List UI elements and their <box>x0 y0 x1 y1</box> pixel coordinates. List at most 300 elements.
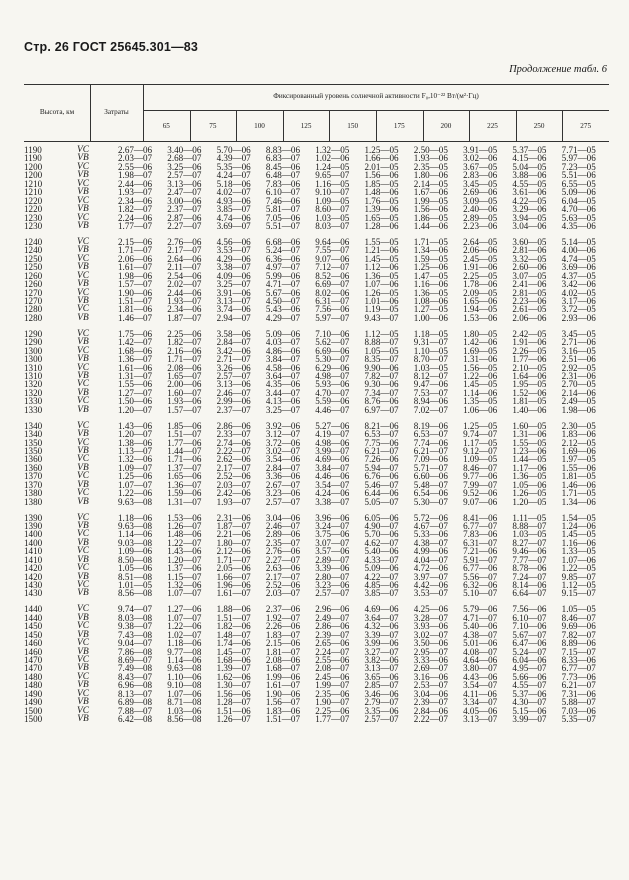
cell-value: 2.69—06 <box>463 187 498 198</box>
cell-value: 4.33—07 <box>364 554 399 565</box>
cell-value: 1.96—06 <box>216 580 251 590</box>
cell-value: 6.96—08 <box>118 680 153 691</box>
cell-value: 2.69—07 <box>413 663 448 674</box>
cell-value: 1.83—06 <box>561 429 596 440</box>
table-row <box>24 589 609 597</box>
cell-value: 1.12—06 <box>364 262 399 273</box>
cell-value: 1.44—06 <box>413 220 448 231</box>
cell-value: 2.81—05 <box>512 287 547 298</box>
cell-value: 1.03—05 <box>315 212 350 223</box>
cell-value: 1.21—06 <box>364 245 399 256</box>
cell-value: 5.09—06 <box>561 187 596 198</box>
cell-value: 1.31—07 <box>167 496 202 507</box>
cell-value: 9.10—08 <box>167 680 202 691</box>
cell-value: 5.09—06 <box>364 563 399 574</box>
cell-value: 3.61—06 <box>512 187 547 198</box>
cell-height: 1460 <box>24 646 43 657</box>
cell-value: 1.07—06 <box>167 688 202 699</box>
cell-value: 6.21—07 <box>561 680 596 691</box>
cell-value: 6.31—07 <box>315 295 350 306</box>
cell-value: 2.89—07 <box>315 554 350 565</box>
cell-value: 2.37—07 <box>167 204 202 215</box>
cell-value: 3.25—07 <box>265 404 300 415</box>
cell-value: 1.36—05 <box>413 287 448 298</box>
cell-value: 6.05—06 <box>364 512 399 523</box>
cell-value: 4.86—06 <box>265 345 300 356</box>
cell-height: 1440 <box>24 612 43 623</box>
cell-value: 9.07—06 <box>315 253 350 264</box>
cell-value: 8.56—08 <box>167 714 202 725</box>
cell-value: 1.01—06 <box>364 295 399 306</box>
cell-value: 2.46—07 <box>216 387 251 398</box>
cell-value: 1.60—05 <box>512 420 547 431</box>
cell-value: 5.27—06 <box>315 420 350 431</box>
cell-value: 1.77—06 <box>512 354 547 365</box>
cell-value: 1.03—05 <box>413 362 448 373</box>
cell-value: 2.81—06 <box>512 245 547 256</box>
cell-value: 2.57—07 <box>216 370 251 381</box>
cell-value: 1.00—06 <box>413 312 448 323</box>
cell-value: 2.63—06 <box>265 563 300 574</box>
cell-value: 2.52—06 <box>216 471 251 482</box>
cell-value: 1.33—05 <box>561 546 596 557</box>
cell-value: 1.82—07 <box>167 337 202 348</box>
cell-value: 1.26—07 <box>216 714 251 725</box>
cell-value: 9.15—07 <box>561 588 596 599</box>
cell-value: 3.13—07 <box>463 714 498 725</box>
cell-cost: VB <box>77 588 89 599</box>
cell-value: 5.94—07 <box>364 462 399 473</box>
cell-value: 2.27—07 <box>167 220 202 231</box>
cell-value: 2.76—06 <box>265 546 300 557</box>
cell-height: 1270 <box>24 287 43 298</box>
cell-value: 9.46—06 <box>512 546 547 557</box>
cell-value: 1.20—07 <box>118 429 153 440</box>
cell-value: 2.42—05 <box>512 328 547 339</box>
cell-value: 4.64—06 <box>463 655 498 665</box>
cell-value: 3.69—06 <box>561 262 596 273</box>
cell-value: 3.53—07 <box>216 245 251 256</box>
cell-value: 3.16—05 <box>561 345 596 356</box>
cell-value: 1.27—05 <box>413 304 448 315</box>
cell-height: 1190 <box>24 145 42 155</box>
cell-height: 1310 <box>24 370 43 381</box>
cell-value: 4.95—07 <box>512 663 547 674</box>
cell-height: 1360 <box>24 462 43 473</box>
cell-value: 4.56—06 <box>216 236 251 247</box>
page-header: Стр. 26 ГОСТ 25645.301—83 <box>24 40 199 54</box>
cell-value: 2.52—06 <box>265 580 300 590</box>
cell-value: 2.71—06 <box>561 337 596 348</box>
cell-cost: VC <box>77 236 89 247</box>
cell-cost: VB <box>77 496 89 507</box>
cell-value: 2.67—07 <box>265 479 300 490</box>
cell-value: 3.34—07 <box>463 697 498 708</box>
cell-value: 3.17—06 <box>561 295 596 306</box>
cell-value: 3.91—05 <box>463 145 498 155</box>
cell-value: 5.91—07 <box>463 554 498 565</box>
cell-height: 1240 <box>24 236 43 247</box>
cell-value: 1.93—07 <box>167 295 202 306</box>
cell-value: 2.99—06 <box>216 396 251 407</box>
header-flux-275: 275 <box>580 122 592 130</box>
cell-value: 5.63—05 <box>561 212 596 223</box>
cell-value: 4.29—06 <box>216 253 251 264</box>
cell-value: 1.68—06 <box>118 345 153 356</box>
cell-value: 1.30—07 <box>216 680 251 691</box>
cell-cost: VB <box>77 170 89 181</box>
cell-height: 1420 <box>24 571 43 582</box>
cell-value: 8.35—07 <box>364 354 399 365</box>
cell-value: 7.53—07 <box>413 387 448 398</box>
cell-cost: VC <box>77 362 89 373</box>
cell-value: 1.68—06 <box>216 655 251 665</box>
cell-value: 2.84—07 <box>216 337 251 348</box>
cell-value: 2.83—06 <box>463 170 498 181</box>
cell-value: 1.22—06 <box>463 370 498 381</box>
cell-value: 1.09—05 <box>463 454 498 465</box>
table-row <box>24 498 609 506</box>
cell-value: 3.07—05 <box>512 270 547 281</box>
row-group <box>24 605 609 723</box>
cell-value: 2.62—06 <box>216 454 251 465</box>
cell-value: 1.57—07 <box>118 279 153 290</box>
cell-cost: VC <box>77 253 89 264</box>
cell-value: 1.56—05 <box>463 362 498 373</box>
cell-value: 3.38—07 <box>315 496 350 507</box>
cell-value: 7.34—07 <box>364 387 399 398</box>
cell-value: 3.93—06 <box>413 621 448 632</box>
cell-cost: VC <box>77 304 89 315</box>
header-cost: Затраты <box>104 108 129 116</box>
cell-value: 8.51—08 <box>118 571 153 582</box>
cell-value: 5.56—07 <box>463 571 498 582</box>
cell-value: 2.53—07 <box>413 680 448 691</box>
cell-height: 1280 <box>24 304 43 315</box>
cell-value: 1.37—06 <box>167 563 202 574</box>
cell-height: 1340 <box>24 420 43 431</box>
cell-value: 2.79—07 <box>364 697 399 708</box>
cell-value: 2.84—07 <box>265 462 300 473</box>
cell-cost: VB <box>77 204 89 215</box>
cell-cost: VB <box>77 646 89 657</box>
cell-value: 4.37—05 <box>561 270 596 281</box>
cell-cost: VB <box>77 312 89 323</box>
cell-value: 1.90—06 <box>118 287 153 298</box>
cell-value: 8.56—08 <box>118 588 153 599</box>
cell-value: 6.83—07 <box>265 153 300 164</box>
cell-value: 7.73—06 <box>561 671 596 682</box>
cell-cost: VB <box>77 462 89 473</box>
cell-value: 8.03—08 <box>118 612 153 623</box>
cell-value: 2.55—06 <box>118 161 153 172</box>
cell-value: 6.77—06 <box>463 563 498 574</box>
cell-cost: VB <box>77 429 89 440</box>
cell-height: 1350 <box>24 437 43 448</box>
cell-value: 3.88—06 <box>512 170 547 181</box>
cell-value: 7.02—07 <box>413 404 448 415</box>
cell-value: 4.24—07 <box>216 170 251 181</box>
cell-value: 2.22—07 <box>413 714 448 725</box>
cell-cost: VC <box>77 420 89 431</box>
cell-height: 1340 <box>24 429 43 440</box>
cell-height: 1380 <box>24 496 43 507</box>
cell-value: 1.90—06 <box>265 688 300 699</box>
cell-value: 9.47—06 <box>413 379 448 390</box>
cell-value: 5.18—06 <box>216 178 251 189</box>
cell-value: 5.79—06 <box>463 604 498 615</box>
cell-value: 4.74—06 <box>216 212 251 223</box>
cell-value: 1.85—05 <box>364 178 399 189</box>
cell-value: 8.78—06 <box>512 563 547 574</box>
cell-value: 1.98—06 <box>118 270 153 281</box>
cell-value: 1.14—06 <box>463 387 498 398</box>
cell-cost: VC <box>77 437 89 448</box>
cell-cost: VB <box>77 370 89 381</box>
cell-value: 1.26—05 <box>512 488 547 499</box>
cell-value: 3.85—07 <box>216 204 251 215</box>
cell-value: 5.81—07 <box>265 204 300 215</box>
cell-value: 1.54—05 <box>561 512 596 523</box>
cell-cost: VB <box>77 404 89 415</box>
cell-value: 3.53—07 <box>413 588 448 599</box>
cell-value: 2.01—05 <box>364 161 399 172</box>
cell-cost: VB <box>77 245 89 256</box>
cell-value: 5.33—06 <box>413 529 448 540</box>
cell-value: 8.21—06 <box>364 420 399 431</box>
cell-value: 5.04—05 <box>512 161 547 172</box>
cell-height: 1400 <box>24 529 43 540</box>
cell-height: 1320 <box>24 387 43 398</box>
cell-value: 8.33—06 <box>561 655 596 665</box>
cell-value: 1.13—07 <box>118 445 153 456</box>
cell-value: 5.72—06 <box>413 512 448 523</box>
cell-value: 7.83—06 <box>463 529 498 540</box>
cell-value: 1.57—07 <box>167 404 202 415</box>
cell-value: 4.71—07 <box>265 279 300 290</box>
cell-value: 8.12—07 <box>413 370 448 381</box>
cell-value: 9.74—07 <box>118 604 153 615</box>
cell-cost: VC <box>77 195 89 206</box>
cell-cost: VB <box>77 445 89 456</box>
cell-value: 7.86—08 <box>118 646 153 657</box>
cell-value: 8.89—06 <box>561 638 596 649</box>
cell-value: 4.93—06 <box>216 195 251 206</box>
cell-value: 4.85—06 <box>364 580 399 590</box>
cell-value: 2.85—07 <box>364 680 399 691</box>
cell-value: 8.50—08 <box>118 554 153 565</box>
cell-value: 1.47—05 <box>413 270 448 281</box>
cell-height: 1230 <box>24 212 43 223</box>
cell-value: 2.35—06 <box>315 688 350 699</box>
cell-value: 3.27—07 <box>364 646 399 657</box>
cell-value: 4.99—06 <box>413 546 448 557</box>
cell-value: 1.09—06 <box>118 546 153 557</box>
cell-value: 3.04—06 <box>413 688 448 699</box>
cell-height: 1200 <box>24 161 43 172</box>
cell-value: 2.12—06 <box>216 546 251 557</box>
cell-value: 1.74—06 <box>216 638 251 649</box>
cell-value: 4.42—06 <box>413 580 448 590</box>
cell-value: 1.36—05 <box>364 270 399 281</box>
cell-value: 3.13—07 <box>364 663 399 674</box>
cell-value: 1.46—07 <box>118 312 153 323</box>
cell-value: 6.32—06 <box>463 580 498 590</box>
cell-value: 1.87—07 <box>216 520 251 531</box>
cell-value: 4.32—06 <box>364 621 399 632</box>
cell-value: 2.08—06 <box>167 362 202 373</box>
cell-value: 1.55—06 <box>561 462 596 473</box>
cell-value: 1.07—07 <box>167 612 202 623</box>
cell-value: 7.15—07 <box>561 646 596 657</box>
cell-value: 2.03—07 <box>265 588 300 599</box>
cell-value: 2.57—07 <box>265 496 300 507</box>
cell-value: 1.95—05 <box>512 379 547 390</box>
cell-cost: VC <box>77 546 89 557</box>
cell-value: 1.12—05 <box>364 328 399 339</box>
cell-value: 1.56—06 <box>216 688 251 699</box>
cell-height: 1500 <box>24 714 43 725</box>
cell-value: 2.14—05 <box>413 178 448 189</box>
cell-value: 9.74—07 <box>463 429 498 440</box>
cell-height: 1240 <box>24 245 43 256</box>
cell-value: 1.61—07 <box>265 680 300 691</box>
cell-value: 1.32—05 <box>315 145 350 155</box>
cell-height: 1210 <box>24 187 43 198</box>
cell-value: 5.35—06 <box>216 161 251 172</box>
cell-value: 7.09—06 <box>413 454 448 465</box>
cell-value: 1.03—05 <box>512 529 547 540</box>
cell-value: 3.02—06 <box>463 153 498 164</box>
cell-value: 6.21—07 <box>413 445 448 456</box>
cell-value: 1.22—05 <box>561 563 596 574</box>
cell-value: 3.50—06 <box>413 638 448 649</box>
cell-value: 1.48—07 <box>216 629 251 640</box>
cell-value: 1.24—05 <box>315 161 350 172</box>
cell-value: 3.40—06 <box>167 145 202 155</box>
cell-value: 1.77—07 <box>315 714 350 725</box>
cell-value: 1.98—07 <box>118 170 153 181</box>
cell-height: 1300 <box>24 345 43 356</box>
cell-value: 1.16—06 <box>561 537 596 548</box>
cell-value: 5.67—07 <box>512 629 547 640</box>
cell-value: 2.17—07 <box>265 571 300 582</box>
cell-cost: VC <box>77 161 89 172</box>
cell-value: 1.51—07 <box>265 714 300 725</box>
cell-value: 8.03—07 <box>315 220 350 231</box>
cell-value: 2.35—07 <box>265 537 300 548</box>
cell-value: 5.66—06 <box>512 671 547 682</box>
cell-value: 1.05—05 <box>561 604 596 615</box>
cell-value: 5.46—07 <box>364 479 399 490</box>
cell-height: 1320 <box>24 379 43 390</box>
cell-value: 1.26—05 <box>364 287 399 298</box>
cell-value: 5.48—07 <box>413 479 448 490</box>
cell-value: 2.24—06 <box>118 212 153 223</box>
cell-value: 1.12—05 <box>561 580 596 590</box>
cell-value: 1.91—06 <box>512 337 547 348</box>
cell-value: 3.04—06 <box>512 220 547 231</box>
cell-value: 4.05—06 <box>463 705 498 716</box>
cell-value: 9.69—06 <box>561 621 596 632</box>
cell-value: 1.99—05 <box>413 195 448 206</box>
cell-value: 1.56—06 <box>364 170 399 181</box>
cell-value: 8.27—07 <box>512 537 547 548</box>
cell-cost: VC <box>77 379 89 390</box>
cell-cost: VC <box>77 471 89 482</box>
cell-cost: VB <box>77 354 89 365</box>
cell-height: 1260 <box>24 279 43 290</box>
cell-cost: VB <box>77 479 89 490</box>
cell-value: 1.43—06 <box>167 546 202 557</box>
cell-value: 1.59—06 <box>167 488 202 499</box>
cell-value: 8.69—07 <box>118 655 153 665</box>
cell-value: 2.92—05 <box>561 362 596 373</box>
cell-height: 1220 <box>24 204 43 215</box>
cell-height: 1230 <box>24 220 43 231</box>
cell-value: 3.46—06 <box>364 688 399 699</box>
cell-value: 4.71—07 <box>463 612 498 623</box>
cell-value: 6.04—05 <box>561 195 596 206</box>
cell-value: 1.61—06 <box>118 362 153 373</box>
cell-value: 1.35—05 <box>463 396 498 407</box>
cell-value: 4.04—07 <box>413 554 448 565</box>
cell-cost: VB <box>77 554 89 565</box>
row-group <box>24 330 609 414</box>
cell-value: 1.05—06 <box>512 479 547 490</box>
cell-value: 7.43—08 <box>118 629 153 640</box>
cell-height: 1470 <box>24 663 43 674</box>
cell-cost: VB <box>77 663 89 674</box>
cell-cost: VC <box>77 638 89 649</box>
cell-value: 9.63—08 <box>118 496 153 507</box>
header-flux-65: 65 <box>162 122 170 130</box>
cell-value: 1.71—05 <box>561 488 596 499</box>
cell-value: 5.99—06 <box>265 270 300 281</box>
cell-value: 7.23—05 <box>561 161 596 172</box>
cell-value: 2.55—06 <box>315 655 350 665</box>
cell-value: 1.55—06 <box>118 379 153 390</box>
cell-value: 1.59—05 <box>413 253 448 264</box>
cell-value: 1.17—05 <box>463 437 498 448</box>
cell-value: 1.55—05 <box>364 236 399 247</box>
cell-value: 8.60—07 <box>315 204 350 215</box>
cell-value: 7.83—06 <box>265 178 300 189</box>
cell-value: 3.38—07 <box>216 262 251 273</box>
cell-value: 1.77—06 <box>167 437 202 448</box>
cell-value: 9.77—06 <box>463 471 498 482</box>
cell-value: 2.17—07 <box>216 462 251 473</box>
cell-value: 9.65—07 <box>315 170 350 181</box>
cell-value: 4.22—07 <box>364 571 399 582</box>
cell-value: 3.54—06 <box>265 454 300 465</box>
cell-value: 8.19—06 <box>413 420 448 431</box>
cell-value: 1.03—06 <box>167 705 202 716</box>
cell-value: 2.54—06 <box>167 270 202 281</box>
cell-value: 9.77—08 <box>167 646 202 657</box>
cell-value: 1.83—06 <box>265 705 300 716</box>
cell-value: 3.44—07 <box>265 387 300 398</box>
cell-cost: VC <box>77 563 89 574</box>
cell-value: 6.68—06 <box>265 236 300 247</box>
cell-value: 3.58—06 <box>216 328 251 339</box>
table-row <box>24 314 609 322</box>
cell-value: 1.31—07 <box>118 370 153 381</box>
cell-value: 6.42—08 <box>118 714 153 725</box>
cell-value: 1.81—05 <box>561 471 596 482</box>
cell-value: 2.57—07 <box>315 588 350 599</box>
cell-value: 2.25—05 <box>463 270 498 281</box>
